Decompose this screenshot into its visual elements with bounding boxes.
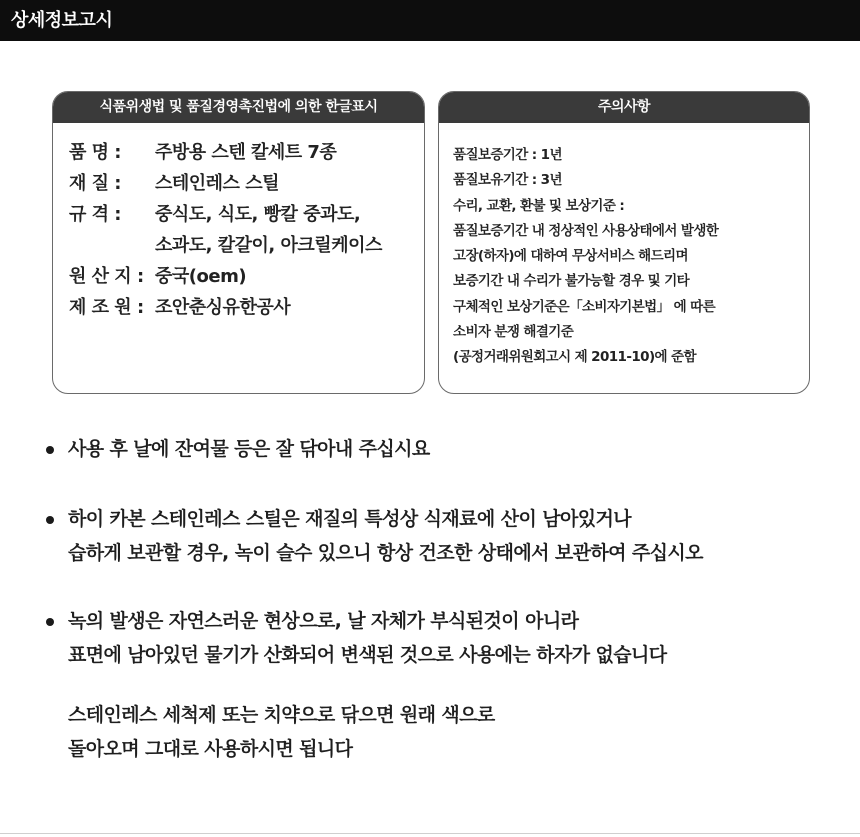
spec-key: 재 질 : (69, 173, 122, 194)
page-header (0, 0, 860, 41)
bullet-dot-icon (46, 446, 54, 454)
notice-line: 품질보증기간 : 1년 (453, 147, 562, 163)
spec-value-line: 중식도, 식도, 빵칼 중과도, (155, 204, 361, 225)
notice-line: 소비자 분쟁 해결기준 (453, 324, 574, 341)
spec-row-material (69, 168, 424, 199)
bullet-dot-icon (46, 516, 54, 524)
notice-box (438, 91, 810, 394)
care-line: 사용 후 날에 잔여물 등은 잘 닦아내 주십시요 (68, 438, 430, 460)
care-item (46, 432, 846, 466)
spec-row-manufacturer (69, 292, 424, 323)
spec-key: 원 산 지 : (69, 266, 144, 287)
notice-list (439, 123, 809, 371)
spec-value-line: 주방용 스텐 칼세트 7종 (155, 142, 337, 163)
spec-value (155, 199, 382, 261)
bullet-dot-icon (46, 618, 54, 626)
cleaning-line: 스테인레스 세척제 또는 치약으로 닦으면 원래 색으로 (68, 704, 495, 726)
spec-value (155, 261, 246, 292)
cleaning-note (68, 698, 495, 766)
cleaning-line: 돌아오며 그대로 사용하시면 됩니다 (68, 738, 353, 760)
notice-line: 고장(하자)에 대하여 무상서비스 해드리며 (453, 248, 688, 265)
care-line: 녹의 발생은 자연스러운 현상으로, 날 자체가 부식된것이 아니라 (68, 610, 579, 632)
spec-row-origin (69, 261, 424, 292)
spec-value-line: 중국(oem) (155, 266, 247, 287)
notice-line: (공정거래위원회고시 제 2011-10)에 준함 (453, 349, 696, 366)
spec-key: 제 조 원 : (69, 297, 144, 318)
care-line: 표면에 남아있던 물기가 산화되어 변색된 것으로 사용에는 하자가 없습니다 (68, 644, 667, 666)
spec-value (155, 292, 290, 323)
spec-value-line: 스테인레스 스틸 (155, 173, 279, 194)
notice-line: 품질보유기간 : 3년 (453, 172, 562, 189)
notice-line: 수리, 교환, 환불 및 보상기준 : (453, 197, 625, 214)
notice-title: 주의사항 (439, 92, 809, 123)
bottom-divider (0, 833, 860, 834)
label-info-title: 식품위생법 및 품질경영촉진법에 의한 한글표시 (53, 92, 424, 123)
care-item (46, 502, 846, 570)
care-line: 습하게 보관할 경우, 녹이 슬수 있으니 항상 건조한 상태에서 보관하여 주십시오 (68, 542, 703, 564)
spec-value (155, 168, 279, 199)
spec-value (155, 137, 336, 168)
spec-key: 규 격 : (69, 204, 122, 225)
spec-row-name (69, 137, 424, 168)
spec-value-line: 소과도, 칼갈이, 아크릴케이스 (155, 235, 382, 256)
header-title: 상세정보고시 (11, 10, 113, 31)
notice-line: 품질보증기간 내 정상적인 사용상태에서 발생한 (453, 222, 719, 239)
care-item (46, 604, 846, 672)
label-info-box (52, 91, 425, 394)
notice-line: 구체적인 보상기준은「소비자기본법」 에 따른 (453, 298, 716, 315)
spec-row-size (69, 199, 424, 261)
notice-line: 보증기간 내 수리가 불가능할 경우 및 기타 (453, 273, 690, 290)
care-line: 하이 카본 스테인레스 스틸은 재질의 특성상 식재료에 산이 남아있거나 (68, 508, 631, 530)
spec-key: 품 명 : (69, 142, 122, 163)
spec-list (53, 123, 424, 323)
spec-value-line: 조안춘싱유한공사 (155, 297, 291, 318)
